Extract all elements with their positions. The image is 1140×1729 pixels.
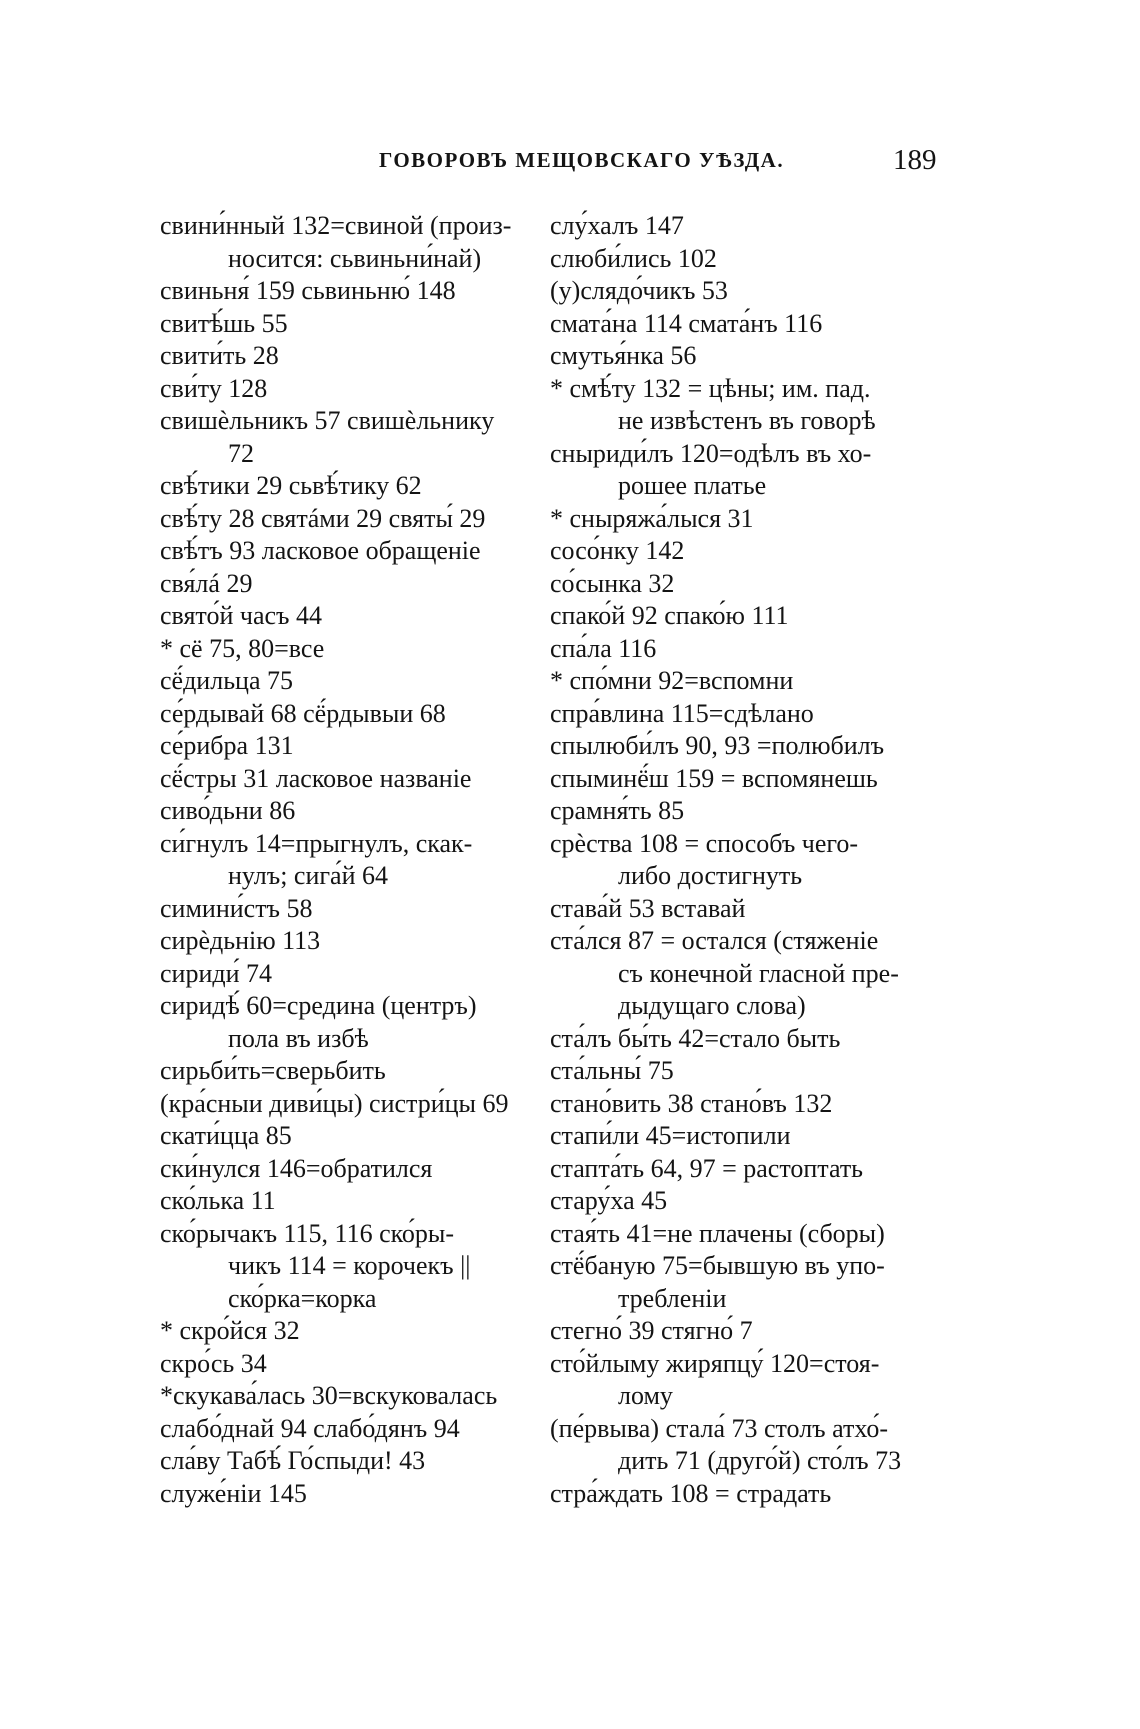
dictionary-line: спыминё́ш 159 = вспомянешь — [550, 763, 878, 793]
dictionary-line: свити́ть 28 — [160, 341, 279, 370]
dictionary-line: свиньня́ 159 сьвиньню́ 148 — [160, 276, 456, 305]
dictionary-line: сныриди́лъ 120=одѣлъ въ хо- — [550, 438, 872, 468]
dictionary-line: нулъ; сига́й 64 — [228, 861, 388, 890]
dictionary-line: со́сынка 32 — [550, 568, 675, 598]
running-header — [0, 144, 1140, 184]
dictionary-line: (у)слядо́чикъ 53 — [550, 276, 728, 305]
dictionary-line: стегно́ 39 стягно́ 7 — [550, 1316, 753, 1345]
dictionary-line: свято́й часъ 44 — [160, 601, 322, 630]
header-title: ГОВОРОВЪ МЕЩОВСКАГО УѢЗДА. — [379, 148, 785, 172]
dictionary-line: ско́лька 11 — [160, 1186, 276, 1215]
dictionary-line: стано́вить 38 стано́въ 132 — [550, 1088, 833, 1118]
dictionary-line: сла́ву Табѣ́ Го́спыди! 43 — [160, 1446, 426, 1475]
dictionary-line: се́рдывай 68 сё́рдывыи 68 — [160, 698, 446, 728]
dictionary-line: * сныряжа́лыся 31 — [550, 503, 754, 533]
dictionary-line: (пе́рвыва) стала́ 73 столъ атхо́- — [550, 1413, 889, 1443]
dictionary-line: свитѣ́шь 55 — [160, 308, 288, 338]
dictionary-line: сириди́ 74 — [160, 958, 273, 988]
dictionary-line: скати́цца 85 — [160, 1121, 292, 1150]
right-column — [550, 210, 901, 1510]
dictionary-line: стё́баную 75=бывшую въ упо- — [550, 1251, 885, 1280]
dictionary-line: ста́льны́ 75 — [550, 1056, 674, 1085]
page-number: 189 — [893, 144, 937, 176]
dictionary-line: (кра́сныи диви́цы) систри́цы 69 — [160, 1088, 509, 1118]
dictionary-line: спако́й 92 спако́ю 111 — [550, 601, 789, 630]
dictionary-line: сви́ту 128 — [160, 373, 268, 403]
dictionary-line: сто́йлыму жиряпцу́ 120=стоя- — [550, 1348, 880, 1378]
dictionary-line: смата́на 114 смата́нъ 116 — [550, 308, 823, 338]
dictionary-line: симини́стъ 58 — [160, 893, 313, 923]
dictionary-line: стару́ха 45 — [550, 1186, 668, 1215]
dictionary-line: свѣ́тъ 93 ласковое обращеніе — [160, 536, 481, 565]
dictionary-line: ста́лъ бы́ть 42=стало быть — [550, 1023, 841, 1053]
dictionary-line: дить 71 (друго́й) сто́лъ 73 — [618, 1446, 902, 1475]
dictionary-line: свини́нный 132=свиной (произ- — [160, 211, 512, 240]
dictionary-line: стая́ть 41=не плачены (сборы) — [550, 1218, 885, 1248]
dictionary-line: 72 — [228, 438, 254, 468]
dictionary-line: спа́ла 116 — [550, 633, 657, 663]
dictionary-line: спылюби́лъ 90, 93 =полюбилъ — [550, 731, 885, 760]
dictionary-line: не извѣстенъ въ говорѣ — [618, 406, 876, 435]
dictionary-line: * сё 75, 80=все — [160, 633, 325, 663]
dictionary-line: си́гнулъ 14=прыгнулъ, скак- — [160, 828, 473, 858]
dictionary-line: спра́влина 115=сдѣлано — [550, 698, 814, 728]
dictionary-line: пола въ избѣ — [228, 1023, 369, 1053]
dictionary-line: требленіи — [618, 1283, 727, 1313]
dictionary-line: носится: сьвиньни́най) — [228, 243, 482, 273]
dictionary-line: рошее платье — [618, 471, 767, 500]
dictionary-line: либо достигнуть — [618, 861, 803, 890]
dictionary-line: сиво́дьни 86 — [160, 796, 296, 825]
dictionary-line: слюби́лись 102 — [550, 243, 717, 273]
dictionary-line: слабо́днай 94 слабо́дянъ 94 — [160, 1413, 460, 1443]
dictionary-line: * спо́мни 92=вспомни — [550, 666, 794, 695]
dictionary-line: служе́ніи 145 — [160, 1478, 307, 1508]
dictionary-line: лому — [618, 1381, 673, 1410]
dictionary-line: ста́лся 87 = остался (стяженіе — [550, 926, 879, 955]
dictionary-line: чикъ 114 = корочекъ || — [228, 1251, 471, 1280]
dictionary-line: сирьби́ть=сверьбить — [160, 1056, 386, 1085]
dictionary-line: свя́лá 29 — [160, 568, 253, 598]
dictionary-line: стапта́ть 64, 97 = растоптать — [550, 1153, 864, 1183]
dictionary-line: срѐства 108 = способъ чего- — [550, 828, 859, 858]
dictionary-line: съ конечной гласной пре- — [618, 958, 899, 988]
dictionary-line: срамня́ть 85 — [550, 796, 685, 825]
dictionary-line: ски́нулся 146=обратился — [160, 1153, 433, 1183]
dictionary-line: слу́халъ 147 — [550, 211, 684, 240]
dictionary-line: ско́рка=корка — [228, 1283, 377, 1313]
dictionary-line: сё́дильца 75 — [160, 666, 294, 695]
dictionary-line: свишѐльникъ 57 свишѐльнику — [160, 406, 495, 435]
dictionary-line: ско́рычакъ 115, 116 ско́ры- — [160, 1218, 455, 1248]
dictionary-line: сиридѣ́ 60=средина (центръ) — [160, 991, 477, 1020]
dictionary-line: стапи́ли 45=истопили — [550, 1121, 791, 1150]
dictionary-line: свѣ́тики 29 сьвѣ́тику 62 — [160, 471, 422, 500]
dictionary-line: дыдущаго слова) — [618, 991, 806, 1020]
dictionary-line: стра́ждать 108 = страдать — [550, 1478, 832, 1508]
dictionary-line: *скукава́лась 30=вскуковалась — [160, 1381, 498, 1410]
dictionary-line: сосо́нку 142 — [550, 536, 685, 565]
left-column — [160, 210, 511, 1510]
dictionary-line: сё́стры 31 ласковое названіе — [160, 763, 472, 793]
dictionary-line: скро́сь 34 — [160, 1348, 267, 1378]
dictionary-line: става́й 53 вставай — [550, 893, 746, 923]
dictionary-line: * смѣ́ту 132 = цѣны; им. пад. — [550, 373, 871, 403]
dictionary-line: сирѐдьнію 113 — [160, 926, 321, 955]
dictionary-line: се́рибра 131 — [160, 731, 294, 760]
dictionary-line: * скро́йся 32 — [160, 1316, 300, 1345]
dictionary-line: свѣ́ту 28 святáми 29 святы́ 29 — [160, 503, 486, 533]
dictionary-line: смутья́нка 56 — [550, 341, 697, 370]
